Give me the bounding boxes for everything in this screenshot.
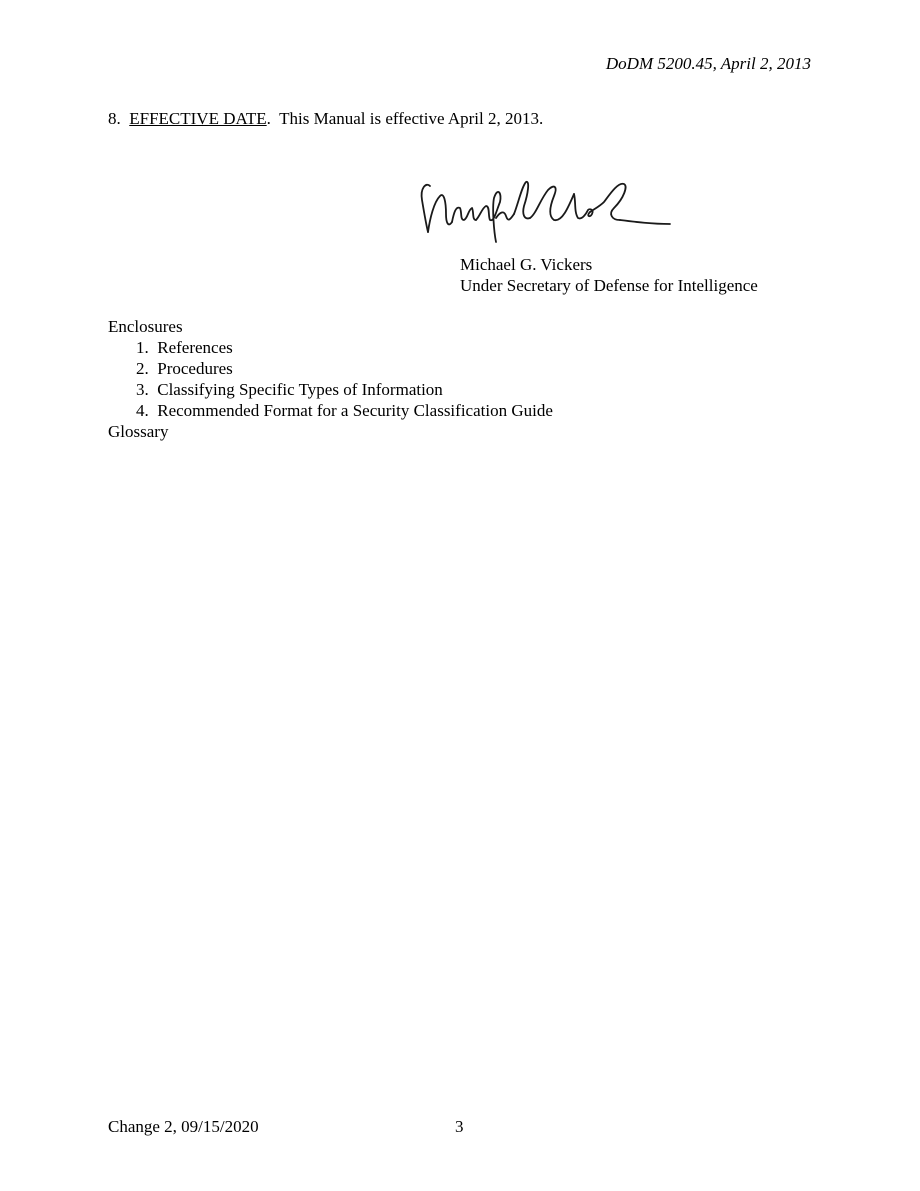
effective-date-paragraph: 8. EFFECTIVE DATE. This Manual is effective April 2, 2013. bbox=[108, 109, 544, 128]
enclosure-number: 2. bbox=[136, 359, 149, 378]
glossary-label: Glossary bbox=[108, 422, 169, 441]
footer-change-note: Change 2, 09/15/2020 bbox=[108, 1117, 259, 1136]
paragraph-number: 8. bbox=[108, 109, 121, 128]
enclosure-title: References bbox=[157, 338, 233, 357]
paragraph-text: This Manual is effective April 2, 2013. bbox=[279, 109, 544, 128]
handwritten-signature bbox=[414, 172, 676, 246]
enclosure-title: Procedures bbox=[157, 359, 233, 378]
enclosure-item bbox=[108, 400, 553, 421]
enclosures-list bbox=[108, 316, 553, 442]
signer-name: Michael G. Vickers bbox=[460, 255, 593, 274]
signer-title: Under Secretary of Defense for Intelligence bbox=[460, 276, 758, 295]
enclosures-label: Enclosures bbox=[108, 317, 183, 336]
enclosure-title: Classifying Specific Types of Information bbox=[157, 380, 443, 399]
enclosure-item bbox=[108, 379, 553, 400]
enclosure-item bbox=[108, 358, 553, 379]
running-header: DoDM 5200.45, April 2, 2013 bbox=[605, 54, 811, 73]
page-number: 3 bbox=[455, 1117, 464, 1136]
enclosure-number: 3. bbox=[136, 380, 149, 399]
signature-block bbox=[460, 254, 758, 296]
enclosure-number: 4. bbox=[136, 401, 149, 420]
enclosure-item bbox=[108, 337, 553, 358]
enclosure-number: 1. bbox=[136, 338, 149, 357]
paragraph-heading: EFFECTIVE DATE bbox=[129, 109, 267, 128]
enclosure-title: Recommended Format for a Security Classification Guide bbox=[157, 401, 553, 420]
